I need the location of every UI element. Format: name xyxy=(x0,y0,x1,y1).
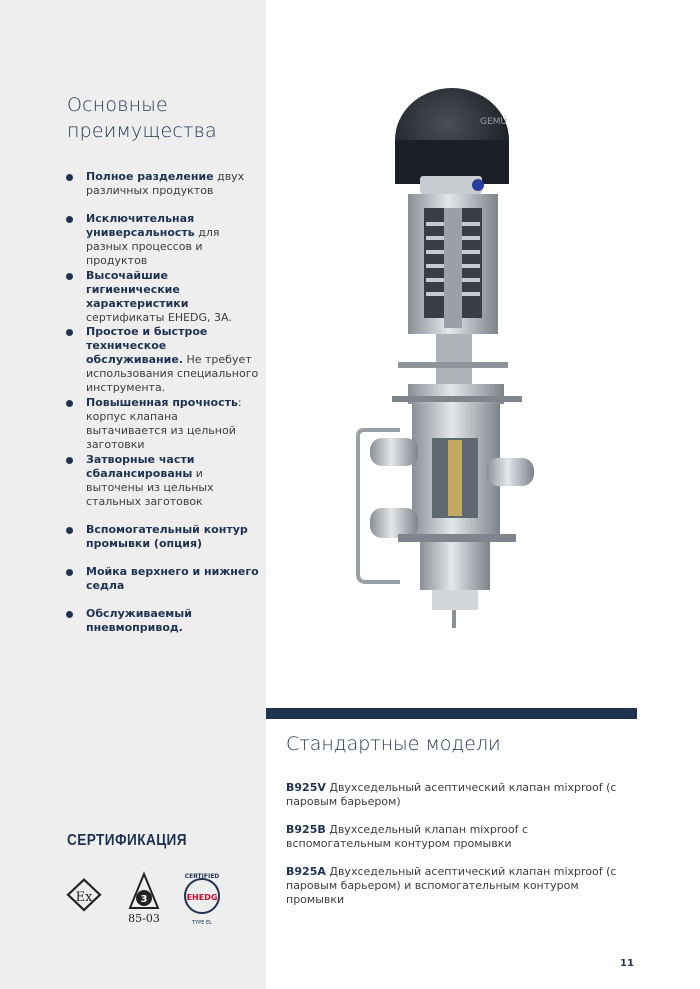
model-code: B925A xyxy=(286,865,326,878)
benefits-title: Основные преимущества xyxy=(67,94,217,142)
bullet-icon xyxy=(66,174,73,181)
model-entry xyxy=(286,781,626,809)
3a-logo-number: 3 xyxy=(140,894,148,905)
model-description: Двухседельный асептический клапан mixproof (с паровым барьером) xyxy=(286,781,617,808)
benefit-item xyxy=(60,325,260,395)
brand-logo-text: GEMÜ xyxy=(480,117,508,127)
benefit-text: : корпус клапана вытачивается из цельной заготовки xyxy=(86,396,242,451)
bullet-icon xyxy=(66,400,73,407)
atex-ex-icon xyxy=(68,880,100,910)
bullet-icon xyxy=(66,569,73,576)
side-port-left-lower xyxy=(370,508,418,538)
benefit-item xyxy=(60,170,260,198)
3a-sanitary-icon xyxy=(128,874,160,925)
benefit-text: для разных процессов и продуктов xyxy=(86,226,220,267)
benefit-item xyxy=(60,607,260,635)
side-port-right xyxy=(486,458,534,486)
benefit-item xyxy=(60,453,260,509)
benefit-bold: Мойка верхнего и нижнего седла xyxy=(86,565,259,592)
certification-heading: СЕРТИФИКАЦИЯ xyxy=(67,832,187,849)
bullet-icon xyxy=(66,527,73,534)
ehedg-top-text: CERTIFIED xyxy=(184,873,220,880)
model-entry xyxy=(286,823,626,851)
benefit-bold: Вспомогательный контур промывки (опция) xyxy=(86,523,248,550)
benefit-text: двух различных продуктов xyxy=(86,170,245,197)
section-divider-bar xyxy=(266,708,637,719)
model-code: B925B xyxy=(286,823,326,836)
benefit-item xyxy=(60,523,260,551)
models-title: Стандартные модели xyxy=(286,733,501,755)
benefit-item xyxy=(60,212,260,268)
bullet-icon xyxy=(66,216,73,223)
benefit-bold: Повышенная прочность xyxy=(86,396,238,409)
bullet-icon xyxy=(66,329,73,336)
benefit-text: и выточены из цельных стальных заготовок xyxy=(86,467,214,508)
bullet-icon xyxy=(66,273,73,280)
ehedg-certified-icon xyxy=(185,873,220,926)
benefit-bold: Полное разделение xyxy=(86,170,214,183)
benefit-item xyxy=(60,269,260,325)
model-description: Двухседельный клапан mixproof с вспомогательным контуром промывки xyxy=(286,823,529,850)
benefit-bold: Обслуживаемый пневмопривод. xyxy=(86,607,192,634)
certification-logos xyxy=(64,866,234,930)
benefit-bold: Простое и быстрое техническое обслуживание. xyxy=(86,325,208,366)
bullet-icon xyxy=(66,457,73,464)
benefit-item xyxy=(60,565,260,593)
benefit-bold: Высочайшие гигиенические характеристики xyxy=(86,269,189,310)
page-number: 11 xyxy=(620,958,634,969)
benefit-item xyxy=(60,396,260,452)
ehedg-type-text: TYPE EL xyxy=(192,920,212,926)
valve-product-image xyxy=(340,78,550,638)
benefit-bold: Затворные части сбалансированы xyxy=(86,453,195,480)
side-port-left-upper xyxy=(370,438,418,466)
benefit-text: сертификаты EHEDG, 3A. xyxy=(86,311,232,324)
ehedg-name-text: EHEDG xyxy=(186,893,218,902)
benefit-text: Не требует использования специального инструмента. xyxy=(86,353,259,394)
3a-logo-code: 85-03 xyxy=(128,912,160,925)
model-entry xyxy=(286,865,626,907)
bullet-icon xyxy=(66,611,73,618)
model-description: Двухседельный асептический клапан mixproof (с паровым барьером) и вспомогательным контуром промывки xyxy=(286,865,617,906)
model-code: B925V xyxy=(286,781,326,794)
benefit-bold: Исключительная универсальность xyxy=(86,212,195,239)
ex-logo-text: Ex xyxy=(75,890,93,905)
